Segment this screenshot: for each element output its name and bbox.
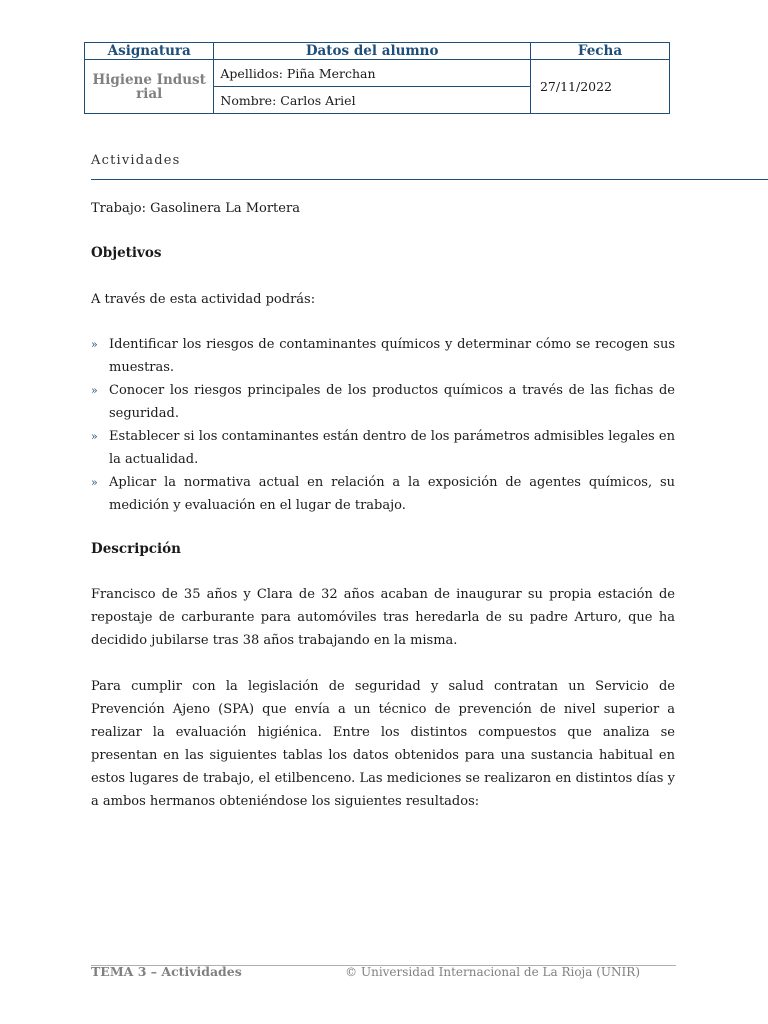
apellidos-value: Apellidos: Piña Merchan [214, 60, 531, 87]
list-item [91, 379, 675, 425]
list-item [91, 333, 675, 379]
intro-text: A través de esta actividad podrás: [91, 292, 316, 307]
list-item [91, 471, 675, 517]
footer-copyright: © Universidad Internacional de La Rioja (UNIR) [345, 965, 640, 979]
list-item-text: Establecer si los contaminantes están dentro de los parámetros admisibles legales en la actualidad. [109, 429, 675, 467]
fecha-column-header: Fecha [530, 43, 669, 60]
section-divider [91, 179, 768, 180]
asignatura-value: Higiene Industrial [85, 60, 214, 114]
description-paragraph-2: Para cumplir con la legislación de seguridad y salud contratan un Servicio de Prevención Ajeno (SPA) que envía a un técnico de prevención de nivel superior a realizar la evaluación higiénica. Entre los distintos compuestos que analiza se presentan en las siguientes tablas los datos obtenidos para una sustancia habitual en estos lugares de trabajo, el etilbenceno. Las mediciones se realizaron en distintos días y a ambos hermanos obteniéndose los siguientes resultados: [91, 679, 675, 809]
footer-topic: TEMA 3 – Actividades [91, 964, 242, 979]
nombre-value: Nombre: Carlos Ariel [214, 87, 531, 114]
objectives-list [91, 333, 675, 517]
bullet-icon: » [91, 384, 98, 397]
fecha-value: 27/11/2022 [530, 60, 669, 114]
datos-column-header: Datos del alumno [214, 43, 531, 60]
student-row [85, 60, 670, 87]
list-item [91, 425, 675, 471]
bullet-icon: » [91, 476, 98, 489]
header-table [84, 42, 670, 114]
asignatura-column-header: Asignatura [85, 43, 214, 60]
descripcion-heading: Descripción [91, 541, 181, 557]
list-item-text: Aplicar la normativa actual en relación a la exposición de agentes químicos, su medición y evaluación en el lugar de trabajo. [109, 475, 675, 513]
bullet-icon: » [91, 338, 98, 351]
section-title: Actividades [91, 153, 181, 168]
objetivos-heading: Objetivos [91, 245, 162, 261]
trabajo-title: Trabajo: Gasolinera La Mortera [91, 201, 300, 216]
list-item-text: Identificar los riesgos de contaminantes químicos y determinar cómo se recogen sus muestras. [109, 337, 675, 375]
description-paragraph-1: Francisco de 35 años y Clara de 32 años acaban de inaugurar su propia estación de repostaje de carburante para automóviles tras heredarla de su padre Arturo, que ha decidido jubilarse tras 38 años trabajando en la misma. [91, 587, 675, 648]
list-item-text: Conocer los riesgos principales de los productos químicos a través de las fichas de seguridad. [109, 383, 675, 421]
bullet-icon: » [91, 430, 98, 443]
header-row [85, 43, 670, 60]
